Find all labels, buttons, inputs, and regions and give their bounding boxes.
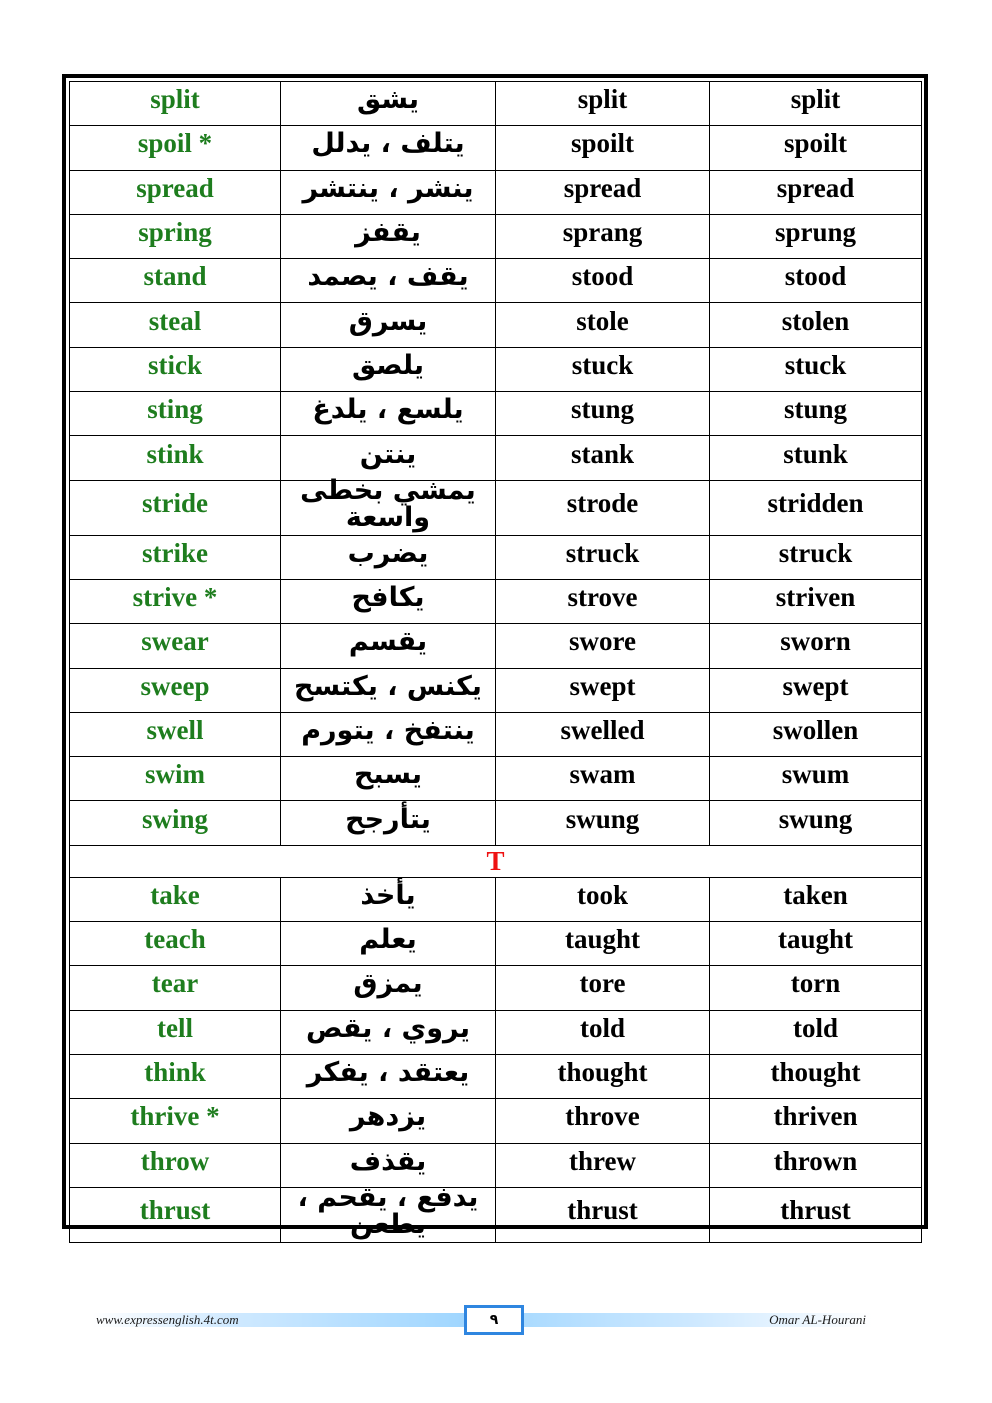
- past-participle-cell-text: stuck: [784, 349, 847, 380]
- arabic-meaning-cell-text: يسبح: [353, 759, 423, 791]
- base-form-cell-text: swear: [141, 626, 209, 657]
- past-simple-cell: [496, 535, 710, 579]
- verb-row: [70, 801, 922, 845]
- base-form-cell-text: tell: [157, 1012, 193, 1043]
- base-form-cell-text: strike: [142, 537, 208, 568]
- base-form-cell-text: stand: [143, 261, 207, 292]
- arabic-meaning-cell-text: يعلم: [359, 924, 417, 956]
- base-form-cell: [70, 922, 281, 966]
- past-participle-cell-text: thriven: [773, 1101, 858, 1132]
- verb-row: [70, 712, 922, 756]
- base-form-cell: [70, 801, 281, 845]
- page-footer: [92, 1305, 872, 1335]
- verb-row: [70, 436, 922, 480]
- verb-table-frame: [62, 74, 928, 1240]
- past-participle-cell: [710, 436, 922, 480]
- past-participle-cell: [710, 757, 922, 801]
- arabic-meaning-cell: [281, 757, 496, 801]
- past-participle-cell: [710, 1010, 922, 1054]
- arabic-meaning-cell-text: يمشي بخطى واسعة: [300, 474, 476, 533]
- arabic-meaning-cell: [281, 126, 496, 170]
- base-form-cell: [70, 1143, 281, 1187]
- arabic-meaning-cell-text: ينشر ، ينتشر: [302, 172, 474, 204]
- past-participle-cell: [710, 347, 922, 391]
- base-form-cell: [70, 214, 281, 258]
- past-participle-cell-text: swept: [782, 670, 849, 701]
- base-form-cell: [70, 1099, 281, 1143]
- verb-row: [70, 347, 922, 391]
- past-participle-cell-text: swung: [778, 803, 853, 834]
- base-form-cell: [70, 82, 281, 126]
- base-form-cell-text: sting: [147, 394, 203, 425]
- past-simple-cell-text: thrust: [567, 1195, 638, 1226]
- page-number: ٩: [467, 1308, 521, 1332]
- past-simple-cell: [496, 1054, 710, 1098]
- past-simple-cell: [496, 347, 710, 391]
- base-form-cell-text: sweep: [140, 670, 210, 701]
- past-simple-cell: [496, 82, 710, 126]
- base-form-cell-text: stick: [148, 349, 202, 380]
- arabic-meaning-cell-text: يكافح: [351, 582, 425, 614]
- past-participle-cell: [710, 1143, 922, 1187]
- past-simple-cell: [496, 170, 710, 214]
- arabic-meaning-cell: [281, 922, 496, 966]
- past-simple-cell-text: stole: [576, 305, 629, 336]
- past-simple-cell-text: taught: [564, 924, 640, 955]
- past-participle-cell-text: stood: [784, 261, 847, 292]
- verb-row: [70, 757, 922, 801]
- past-simple-cell-text: swelled: [560, 715, 645, 745]
- past-participle-cell-text: struck: [778, 537, 853, 568]
- base-form-cell-text: tear: [151, 968, 199, 999]
- base-form-cell-text: spread: [136, 172, 214, 203]
- past-simple-cell: [496, 668, 710, 712]
- past-simple-cell-text: told: [579, 1012, 625, 1043]
- base-form-cell-text: swim: [145, 759, 205, 790]
- past-participle-cell: [710, 170, 922, 214]
- past-participle-cell-text: spread: [776, 172, 855, 203]
- base-form-cell: [70, 624, 281, 668]
- verb-row: [70, 82, 922, 126]
- past-participle-cell-text: striven: [775, 582, 856, 613]
- past-participle-cell-text: thrust: [780, 1195, 851, 1226]
- arabic-meaning-cell-text: يقذف: [349, 1145, 427, 1177]
- past-participle-cell-text: taught: [777, 924, 853, 955]
- arabic-meaning-cell: [281, 801, 496, 845]
- section-letter: T: [70, 845, 922, 877]
- past-participle-cell-text: thrown: [773, 1145, 858, 1176]
- past-participle-cell-text: swollen: [772, 715, 859, 745]
- base-form-cell-text: spring: [138, 217, 212, 248]
- base-form-cell: [70, 170, 281, 214]
- arabic-meaning-cell-text: يكنس ، يكتسح: [294, 670, 482, 702]
- arabic-meaning-cell-text: يسرق: [348, 305, 428, 337]
- arabic-meaning-cell-text: يمزق: [353, 968, 423, 1000]
- past-participle-cell-text: sprung: [774, 217, 857, 248]
- past-participle-cell: [710, 126, 922, 170]
- base-form-cell: [70, 1054, 281, 1098]
- arabic-meaning-cell: [281, 82, 496, 126]
- past-simple-cell-text: stung: [570, 394, 635, 425]
- past-simple-cell-text: threw: [569, 1145, 636, 1176]
- past-simple-cell-text: stood: [571, 261, 634, 292]
- base-form-cell: [70, 436, 281, 480]
- past-participle-cell: [710, 966, 922, 1010]
- past-participle-cell-text: thought: [770, 1057, 861, 1088]
- past-participle-cell-text: stunk: [783, 438, 848, 469]
- base-form-cell-text: throw: [140, 1145, 210, 1176]
- past-participle-cell: [710, 392, 922, 436]
- verb-row: [70, 966, 922, 1010]
- past-participle-cell: [710, 259, 922, 303]
- arabic-meaning-cell: [281, 1181, 496, 1242]
- base-form-cell: [70, 966, 281, 1010]
- base-form-cell-text: thrive *: [130, 1101, 220, 1132]
- arabic-meaning-cell: [281, 668, 496, 712]
- past-participle-cell: [710, 877, 922, 921]
- base-form-cell-text: steal: [148, 305, 202, 336]
- past-simple-cell: [496, 214, 710, 258]
- past-participle-cell-text: stolen: [781, 305, 850, 336]
- base-form-cell: [70, 392, 281, 436]
- past-participle-cell-text: torn: [790, 968, 841, 999]
- past-simple-cell-text: stuck: [571, 349, 634, 380]
- arabic-meaning-cell: [281, 436, 496, 480]
- arabic-meaning-cell: [281, 579, 496, 623]
- arabic-meaning-cell: [281, 392, 496, 436]
- past-participle-cell: [710, 922, 922, 966]
- arabic-meaning-cell: [281, 1143, 496, 1187]
- verb-row: [70, 170, 922, 214]
- section-header-row: [70, 845, 922, 877]
- verb-row: [70, 624, 922, 668]
- arabic-meaning-cell: [281, 1099, 496, 1143]
- past-simple-cell: [496, 303, 710, 347]
- base-form-cell: [70, 668, 281, 712]
- past-participle-cell-text: split: [790, 84, 841, 115]
- past-participle-cell: [710, 480, 922, 535]
- arabic-meaning-cell: [281, 1054, 496, 1098]
- verb-row: [70, 126, 922, 170]
- past-simple-cell: [496, 436, 710, 480]
- arabic-meaning-cell-text: يأخذ: [360, 879, 416, 911]
- past-simple-cell: [496, 1010, 710, 1054]
- irregular-verbs-table: [69, 81, 922, 1243]
- arabic-meaning-cell-text: يلسع ، يلدغ: [312, 394, 464, 426]
- base-form-cell: [70, 579, 281, 623]
- arabic-meaning-cell: [281, 303, 496, 347]
- base-form-cell-text: swell: [146, 715, 204, 745]
- past-participle-cell: [710, 1187, 922, 1242]
- base-form-cell-text: swing: [141, 803, 209, 834]
- verb-row: [70, 668, 922, 712]
- past-simple-cell-text: throve: [565, 1101, 640, 1132]
- past-simple-cell-text: spread: [563, 172, 642, 203]
- past-participle-cell: [710, 303, 922, 347]
- arabic-meaning-cell-text: يدفع ، يقحم ، يطعن: [297, 1181, 479, 1240]
- arabic-meaning-cell: [281, 1010, 496, 1054]
- past-simple-cell-text: spoilt: [570, 128, 635, 159]
- past-simple-cell: [496, 126, 710, 170]
- verb-row: [70, 535, 922, 579]
- arabic-meaning-cell-text: يلصق: [351, 349, 425, 381]
- past-participle-cell-text: stung: [783, 394, 848, 425]
- past-participle-cell: [710, 535, 922, 579]
- past-simple-cell-text: took: [576, 879, 628, 910]
- verb-row: [70, 922, 922, 966]
- past-simple-cell-text: swore: [569, 626, 636, 657]
- past-simple-cell-text: swung: [565, 803, 640, 834]
- past-participle-cell-text: spoilt: [783, 128, 848, 159]
- past-simple-cell-text: stank: [570, 438, 635, 469]
- verb-row: [70, 877, 922, 921]
- past-participle-cell: [710, 1099, 922, 1143]
- base-form-cell-text: strive *: [132, 582, 218, 613]
- base-form-cell-text: teach: [144, 924, 206, 955]
- base-form-cell: [70, 1010, 281, 1054]
- past-simple-cell: [496, 1099, 710, 1143]
- past-simple-cell: [496, 877, 710, 921]
- arabic-meaning-cell: [281, 712, 496, 756]
- base-form-cell-text: split: [150, 84, 200, 115]
- past-participle-cell-text: swum: [781, 759, 850, 790]
- past-simple-cell-text: swept: [569, 670, 636, 701]
- base-form-cell: [70, 535, 281, 579]
- arabic-meaning-cell: [281, 259, 496, 303]
- past-simple-cell: [496, 922, 710, 966]
- past-simple-cell: [496, 392, 710, 436]
- verb-row: [70, 1143, 922, 1187]
- base-form-cell-text: take: [150, 879, 200, 910]
- base-form-cell: [70, 480, 281, 535]
- base-form-cell-text: spoil *: [137, 128, 213, 159]
- base-form-cell: [70, 259, 281, 303]
- past-participle-cell: [710, 801, 922, 845]
- past-participle-cell: [710, 214, 922, 258]
- arabic-meaning-cell-text: ينتن: [359, 438, 417, 470]
- past-simple-cell-text: strove: [567, 582, 638, 613]
- past-participle-cell-text: stridden: [767, 488, 864, 519]
- base-form-cell: [70, 712, 281, 756]
- verb-row: [70, 579, 922, 623]
- arabic-meaning-cell: [281, 966, 496, 1010]
- past-simple-cell-text: sprang: [562, 217, 643, 248]
- base-form-cell: [70, 1187, 281, 1242]
- verb-row: [70, 392, 922, 436]
- past-simple-cell: [496, 259, 710, 303]
- past-participle-cell: [710, 712, 922, 756]
- base-form-cell: [70, 347, 281, 391]
- verb-row: [70, 303, 922, 347]
- past-simple-cell: [496, 757, 710, 801]
- past-simple-cell: [496, 801, 710, 845]
- base-form-cell-text: thrust: [139, 1195, 211, 1226]
- arabic-meaning-cell-text: يشق: [357, 84, 419, 116]
- arabic-meaning-cell: [281, 347, 496, 391]
- arabic-meaning-cell-text: يتأرجح: [345, 803, 431, 835]
- page-number-badge: [464, 1305, 524, 1335]
- past-simple-cell-text: swam: [569, 759, 636, 790]
- verb-row: [70, 1187, 922, 1242]
- past-simple-cell-text: strode: [566, 488, 639, 519]
- verb-row: [70, 1054, 922, 1098]
- past-simple-cell-text: split: [577, 84, 628, 115]
- past-participle-cell-text: told: [792, 1012, 838, 1043]
- verb-row: [70, 1010, 922, 1054]
- arabic-meaning-cell: [281, 624, 496, 668]
- arabic-meaning-cell: [281, 877, 496, 921]
- arabic-meaning-cell-text: يقفز: [355, 217, 421, 249]
- verb-table-body: [70, 82, 922, 1243]
- verb-row: [70, 1099, 922, 1143]
- base-form-cell-text: think: [144, 1057, 206, 1088]
- base-form-cell: [70, 877, 281, 921]
- past-participle-cell: [710, 579, 922, 623]
- base-form-cell: [70, 126, 281, 170]
- verb-row: [70, 480, 922, 535]
- past-simple-cell: [496, 712, 710, 756]
- arabic-meaning-cell-text: يتلف ، يدلل: [311, 128, 465, 160]
- arabic-meaning-cell-text: يضرب: [347, 537, 429, 569]
- past-simple-cell: [496, 579, 710, 623]
- past-simple-cell: [496, 966, 710, 1010]
- past-participle-cell-text: sworn: [780, 626, 851, 657]
- past-simple-cell: [496, 1187, 710, 1242]
- past-participle-cell: [710, 82, 922, 126]
- past-participle-cell-text: taken: [783, 879, 848, 910]
- base-form-cell: [70, 303, 281, 347]
- past-simple-cell: [496, 1143, 710, 1187]
- arabic-meaning-cell-text: يقسم: [348, 626, 428, 658]
- arabic-meaning-cell: [281, 170, 496, 214]
- arabic-meaning-cell-text: يعتقد ، يفكر: [306, 1057, 470, 1089]
- verb-row: [70, 214, 922, 258]
- past-simple-cell: [496, 624, 710, 668]
- base-form-cell: [70, 757, 281, 801]
- base-form-cell-text: stink: [146, 438, 204, 469]
- arabic-meaning-cell: [281, 474, 496, 535]
- base-form-cell-text: stride: [142, 488, 208, 519]
- past-simple-cell-text: thought: [557, 1057, 648, 1088]
- arabic-meaning-cell-text: يقف ، يصمد: [307, 261, 469, 293]
- footer-author: Omar AL-Hourani: [769, 1312, 866, 1327]
- arabic-meaning-cell-text: ينتفخ ، يتورم: [301, 715, 475, 746]
- past-participle-cell: [710, 624, 922, 668]
- verb-row: [70, 259, 922, 303]
- past-simple-cell-text: tore: [579, 968, 626, 999]
- footer-website: www.expressenglish.4t.com: [96, 1312, 239, 1327]
- arabic-meaning-cell: [281, 214, 496, 258]
- past-participle-cell: [710, 1054, 922, 1098]
- arabic-meaning-cell-text: يزدهر: [349, 1101, 427, 1133]
- past-simple-cell: [496, 480, 710, 535]
- past-participle-cell: [710, 668, 922, 712]
- past-simple-cell-text: struck: [565, 537, 640, 568]
- arabic-meaning-cell-text: يروي ، يقص: [306, 1012, 470, 1044]
- arabic-meaning-cell: [281, 535, 496, 579]
